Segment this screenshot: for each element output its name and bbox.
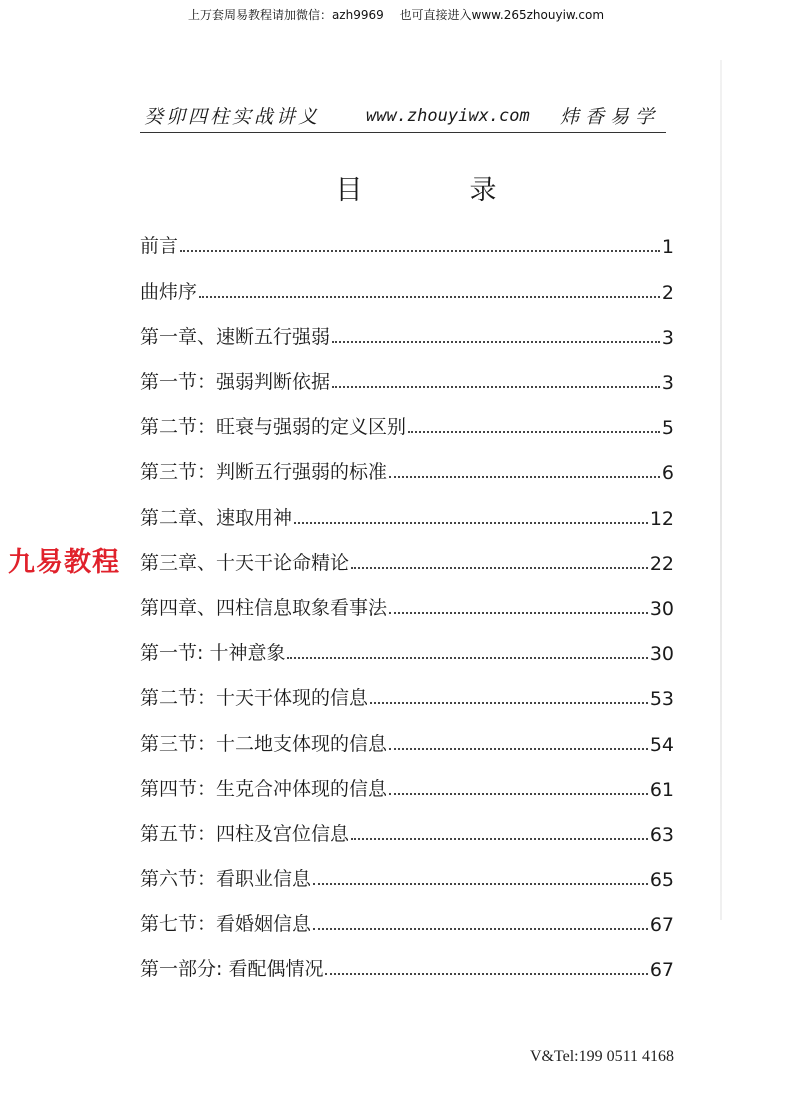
toc-leader-dots <box>325 972 647 975</box>
toc-entry-label: 第三节：十二地支体现的信息 <box>140 733 388 755</box>
toc-entry-label: 第七节：看婚姻信息 <box>140 913 312 935</box>
toc-entry <box>140 635 674 665</box>
toc-entry-page: 22 <box>649 553 674 575</box>
toc-entry-page: 12 <box>649 508 674 530</box>
toc-entry-label: 第六节：看职业信息 <box>140 868 312 890</box>
toc-entry <box>140 906 674 936</box>
toc-entry-label: 第二章、速取用神 <box>140 507 293 529</box>
toc-entry-label: 第五节：四柱及宫位信息 <box>140 823 350 845</box>
contact-line: V&Tel:199 0511 4168 <box>529 1048 674 1065</box>
toc-entry-page: 67 <box>649 914 674 936</box>
toc-title: 目 录 <box>335 175 537 206</box>
toc-entry <box>140 409 674 439</box>
toc-entry <box>140 454 674 484</box>
toc-entry-page: 3 <box>661 327 674 349</box>
toc-entry-label: 前言 <box>140 235 179 257</box>
toc-entry-label: 第三节：判断五行强弱的标准 <box>140 461 388 483</box>
toc-entry-label: 第一部分: 看配偶情况 <box>140 958 324 980</box>
toc-entry-page: 65 <box>649 869 674 891</box>
toc-entry-page: 6 <box>661 462 674 484</box>
toc-leader-dots <box>294 521 648 524</box>
header-brand: 炜香易学 <box>559 106 660 128</box>
toc-entry-label: 第二节：十天干体现的信息 <box>140 687 369 709</box>
toc-entry <box>140 861 674 891</box>
toc-entry <box>140 590 674 620</box>
toc-leader-dots <box>287 656 647 659</box>
toc-entry-label: 第四章、四柱信息取象看事法 <box>140 597 388 619</box>
header-url: www.zhouyiwx.com <box>366 106 530 126</box>
toc-entry <box>140 771 674 801</box>
toc-entry-page: 1 <box>661 236 674 258</box>
toc-entry-page: 2 <box>661 282 674 304</box>
header-book-title: 癸卯四柱实战讲义 <box>144 106 321 128</box>
toc-leader-dots <box>180 249 660 252</box>
toc-entry-label: 第四节：生克合冲体现的信息 <box>140 778 388 800</box>
toc-entry-label: 第一节：强弱判断依据 <box>140 371 331 393</box>
toc-leader-dots <box>389 475 660 478</box>
toc-leader-dots <box>332 385 660 388</box>
toc-entry-page: 61 <box>649 779 674 801</box>
toc-entry-page: 30 <box>649 598 674 620</box>
toc-entry <box>140 364 674 394</box>
toc-leader-dots <box>313 882 648 885</box>
toc-leader-dots <box>313 927 648 930</box>
toc-leader-dots <box>351 837 648 840</box>
watermark-logo: 九易教程 <box>8 547 120 578</box>
toc-entry-page: 5 <box>661 417 674 439</box>
toc-entry <box>140 228 674 258</box>
toc-entry-page: 30 <box>649 643 674 665</box>
toc-entry-page: 67 <box>649 959 674 981</box>
toc-leader-dots <box>199 295 660 298</box>
toc-entry <box>140 500 674 530</box>
running-header <box>140 100 666 133</box>
top-banner: 上万套周易教程请加微信：azh9969 也可直接进入www.265zhouyiw.com <box>187 8 605 22</box>
toc-entry <box>140 726 674 756</box>
toc-entry-page: 3 <box>661 372 674 394</box>
toc-leader-dots <box>332 340 660 343</box>
toc-entry <box>140 680 674 710</box>
toc-leader-dots <box>389 792 648 795</box>
toc-entry <box>140 816 674 846</box>
toc-entry <box>140 274 674 304</box>
toc-leader-dots <box>351 566 648 569</box>
toc-entry-label: 第一章、速断五行强弱 <box>140 326 331 348</box>
toc-entry-label: 第二节：旺衰与强弱的定义区别 <box>140 416 407 438</box>
toc-entry <box>140 951 674 981</box>
toc-entry-page: 53 <box>649 688 674 710</box>
toc-leader-dots <box>389 611 648 614</box>
toc-entry-page: 54 <box>649 734 674 756</box>
toc-leader-dots <box>370 701 648 704</box>
toc-entry-label: 第三章、十天干论命精论 <box>140 552 350 574</box>
toc-entry <box>140 545 674 575</box>
toc-entry <box>140 319 674 349</box>
toc-entry-page: 63 <box>649 824 674 846</box>
toc-entry-label: 第一节: 十神意象 <box>140 642 286 664</box>
toc-leader-dots <box>408 430 660 433</box>
toc-entry-label: 曲炜序 <box>140 281 198 303</box>
toc-leader-dots <box>389 747 648 750</box>
